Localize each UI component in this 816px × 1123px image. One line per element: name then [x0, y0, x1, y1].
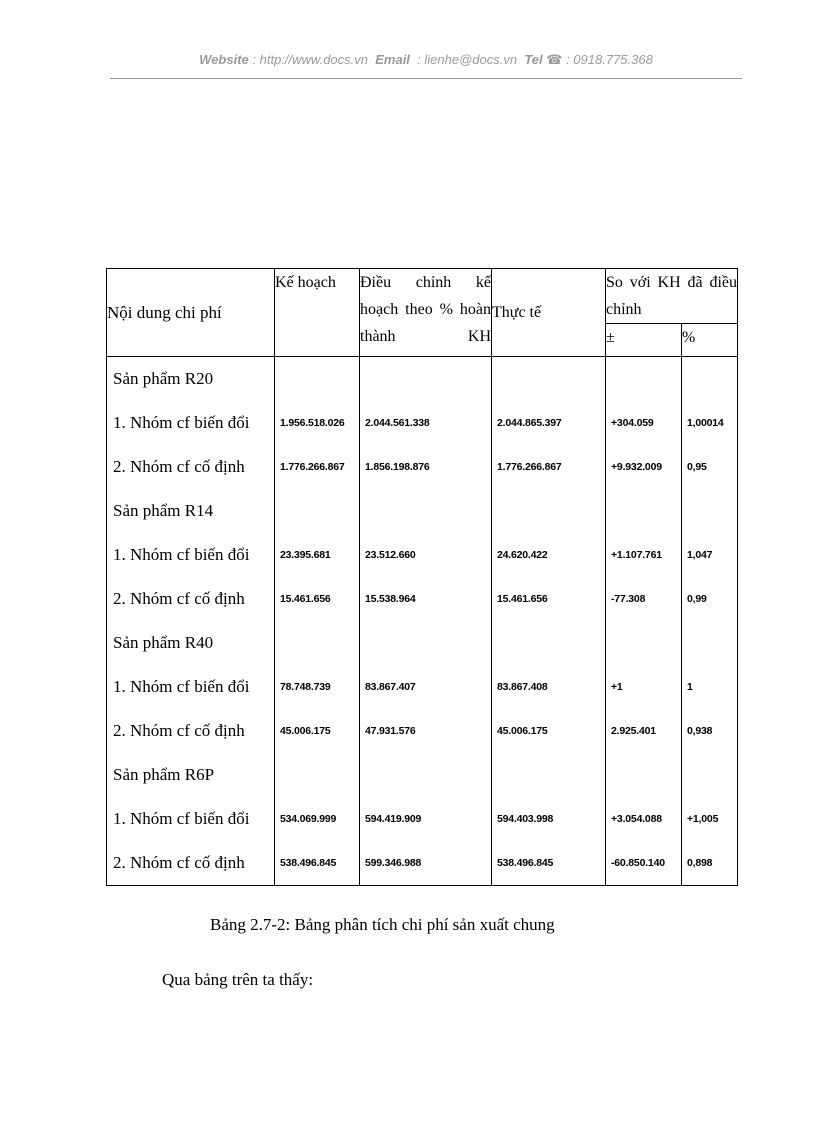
table-caption: Bảng 2.7-2: Bảng phân tích chi phí sản xuất chung [210, 915, 555, 934]
product-group-label: Sản phẩm R6P [113, 765, 215, 784]
header-percent: % [682, 324, 738, 357]
cell-ke-hoach: 45.006.175 [280, 725, 331, 737]
cell-thuc-te: 594.403.998 [497, 813, 554, 825]
cell-thuc-te: 538.496.845 [497, 857, 554, 869]
cell-dieu-chinh: 23.512.660 [365, 549, 416, 561]
product-group-label: Sản phẩm R14 [113, 501, 214, 520]
cell-thuc-te [492, 621, 605, 665]
cost-analysis-table [106, 268, 738, 886]
row-label: 2. Nhóm cf cố định [113, 589, 245, 608]
cell-ke-hoach: 1.776.266.867 [280, 461, 345, 473]
cell-phan-tram: 0,938 [687, 725, 713, 737]
row-label: 2. Nhóm cf cố định [113, 721, 245, 740]
header-plusminus: ± [606, 324, 682, 357]
cell-thuc-te: 45.006.175 [497, 725, 548, 737]
row-label: 1. Nhóm cf biến đổi [113, 545, 250, 564]
cell-ke-hoach: 538.496.845 [280, 857, 337, 869]
cell-dieu-chinh: 15.538.964 [365, 593, 416, 605]
cell-phan-tram [682, 489, 737, 533]
phan-tram-column [682, 357, 738, 886]
cell-phan-tram: 0,95 [687, 461, 707, 473]
cell-thuc-te [492, 489, 605, 533]
data-block [107, 357, 738, 886]
body-paragraph: Qua bảng trên ta thấy: [162, 970, 314, 989]
cell-chenh-lech: +304.059 [611, 417, 654, 429]
cell-chenh-lech: -60.850.140 [611, 857, 665, 869]
cell-thuc-te: 24.620.422 [497, 549, 548, 561]
cell-chenh-lech [606, 357, 681, 401]
thuc-te-column [492, 357, 606, 886]
cell-chenh-lech [606, 753, 681, 797]
cell-chenh-lech: +1 [611, 681, 623, 693]
header-dieu-chinh: Điều chỉnh kế hoạch theo % hoàn thành KH [360, 269, 492, 357]
cell-phan-tram [682, 753, 737, 797]
cell-dieu-chinh: 599.346.988 [365, 857, 422, 869]
cell-dieu-chinh [360, 621, 491, 665]
cell-thuc-te [492, 357, 605, 401]
header-divider [110, 78, 742, 79]
cell-thuc-te: 1.776.266.867 [497, 461, 562, 473]
row-label: 2. Nhóm cf cố định [113, 457, 245, 476]
ke-hoach-column [275, 357, 360, 886]
cell-ke-hoach [275, 621, 359, 665]
cell-phan-tram: +1,005 [687, 813, 719, 825]
cell-ke-hoach: 534.069.999 [280, 813, 337, 825]
header-row [107, 269, 738, 324]
tel-label: Tel [524, 52, 543, 67]
row-label: 2. Nhóm cf cố định [113, 853, 245, 872]
cell-phan-tram [682, 357, 737, 401]
cell-chenh-lech: +3.054.088 [611, 813, 662, 825]
tel-value: : 0918.775.368 [566, 52, 653, 67]
cell-chenh-lech: +9.932.009 [611, 461, 662, 473]
cell-thuc-te [492, 753, 605, 797]
cell-ke-hoach [275, 489, 359, 533]
cell-phan-tram: 1,00014 [687, 417, 724, 429]
cell-phan-tram: 1 [687, 681, 693, 693]
cell-dieu-chinh: 1.856.198.876 [365, 461, 430, 473]
email-value[interactable]: : lienhe@docs.vn [417, 52, 518, 67]
row-label: 1. Nhóm cf biến đổi [113, 809, 250, 828]
cell-dieu-chinh: 2.044.561.338 [365, 417, 430, 429]
product-group-label: Sản phẩm R40 [113, 633, 214, 652]
page-header [110, 52, 742, 68]
cell-thuc-te: 2.044.865.397 [497, 417, 562, 429]
cell-phan-tram [682, 621, 737, 665]
email-label: Email [375, 52, 410, 67]
cell-ke-hoach [275, 357, 359, 401]
dieu-chinh-column [360, 357, 492, 886]
cell-dieu-chinh [360, 753, 491, 797]
cell-ke-hoach: 15.461.656 [280, 593, 331, 605]
cell-chenh-lech: +1.107.761 [611, 549, 662, 561]
cell-phan-tram: 0,99 [687, 593, 707, 605]
website-label: Website [199, 52, 249, 67]
cell-chenh-lech [606, 621, 681, 665]
cell-ke-hoach [275, 753, 359, 797]
header-ke-hoach: Kế hoạch [275, 269, 360, 357]
header-so-voi: So với KH đã điều chỉnh [606, 269, 738, 324]
cell-phan-tram: 1,047 [687, 549, 713, 561]
row-label: 1. Nhóm cf biến đổi [113, 677, 250, 696]
cell-chenh-lech [606, 489, 681, 533]
cell-dieu-chinh [360, 357, 491, 401]
cell-chenh-lech: 2.925.401 [611, 725, 656, 737]
cell-ke-hoach: 78.748.739 [280, 681, 331, 693]
product-group-label: Sản phẩm R20 [113, 369, 214, 388]
website-value[interactable]: : http://www.docs.vn [252, 52, 368, 67]
label-column [107, 357, 275, 886]
cell-dieu-chinh: 83.867.407 [365, 681, 416, 693]
cell-dieu-chinh: 594.419.909 [365, 813, 422, 825]
row-label: 1. Nhóm cf biến đổi [113, 413, 250, 432]
cell-dieu-chinh [360, 489, 491, 533]
cell-dieu-chinh: 47.931.576 [365, 725, 416, 737]
cell-ke-hoach: 23.395.681 [280, 549, 331, 561]
header-thuc-te: Thực tế [492, 269, 606, 357]
phone-icon: ☎ [546, 52, 563, 67]
chenh-lech-column [606, 357, 682, 886]
cell-ke-hoach: 1.956.518.026 [280, 417, 345, 429]
cell-thuc-te: 15.461.656 [497, 593, 548, 605]
cell-phan-tram: 0,898 [687, 857, 713, 869]
header-noi-dung: Nội dung chi phí [107, 269, 275, 357]
cell-thuc-te: 83.867.408 [497, 681, 548, 693]
cell-chenh-lech: -77.308 [611, 593, 646, 605]
